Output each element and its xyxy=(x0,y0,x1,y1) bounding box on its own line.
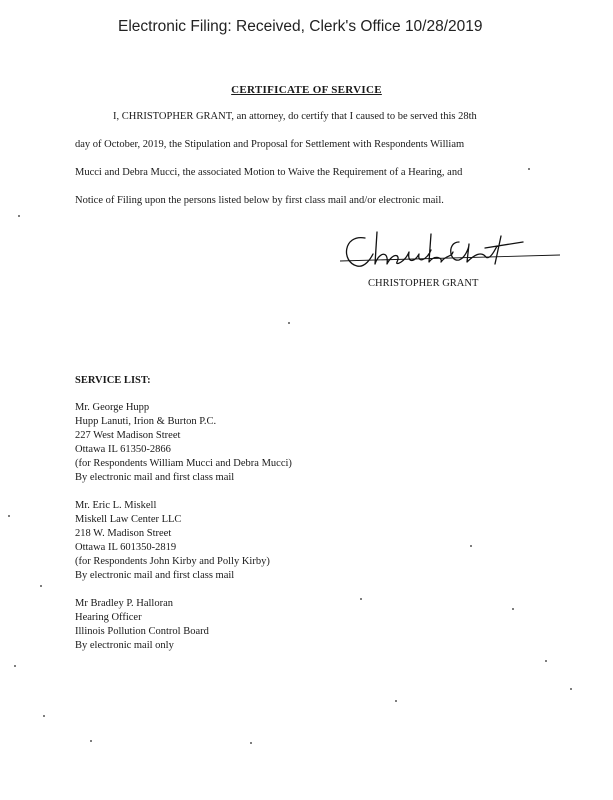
recipient-line: By electronic mail and first class mail xyxy=(75,570,235,581)
filing-stamp-header: Electronic Filing: Received, Clerk's Office 10/28/2019 xyxy=(118,18,483,35)
scan-speck xyxy=(43,715,45,717)
scan-speck xyxy=(360,598,362,600)
scan-speck xyxy=(470,545,472,547)
certificate-line-4: Notice of Filing upon the persons listed below by first class mail and/or electronic mail. xyxy=(75,195,444,206)
scan-speck xyxy=(8,515,10,517)
recipient-line: Ottawa IL 61350-2866 xyxy=(75,444,171,455)
certificate-line-2: day of October, 2019, the Stipulation and Proposal for Settlement with Respondents William xyxy=(75,139,465,150)
recipient-line: Mr. George Hupp xyxy=(75,402,150,413)
scan-speck xyxy=(528,168,530,170)
recipient-line: 218 W. Madison Street xyxy=(75,528,172,539)
recipient-line: Hupp Lanuti, Irion & Burton P.C. xyxy=(75,416,217,427)
scan-speck xyxy=(288,322,290,324)
scan-speck xyxy=(90,740,92,742)
certificate-line-1: I, CHRISTOPHER GRANT, an attorney, do certify that I caused to be served this 28th xyxy=(113,111,477,122)
recipient-line: By electronic mail and first class mail xyxy=(75,472,235,483)
scan-speck xyxy=(14,665,16,667)
scan-speck xyxy=(250,742,252,744)
scan-speck xyxy=(570,688,572,690)
certificate-title: CERTIFICATE OF SERVICE xyxy=(231,84,382,96)
scan-speck xyxy=(545,660,547,662)
recipient-line: Mr Bradley P. Halloran xyxy=(75,598,173,609)
recipient-line: Miskell Law Center LLC xyxy=(75,514,182,525)
certificate-line-3: Mucci and Debra Mucci, the associated Motion to Waive the Requirement of a Hearing, and xyxy=(75,167,463,178)
recipient-line: (for Respondents William Mucci and Debra Mucci) xyxy=(75,458,292,469)
recipient-line: (for Respondents John Kirby and Polly Kirby) xyxy=(75,556,270,567)
scan-speck xyxy=(512,608,514,610)
recipient-line: By electronic mail only xyxy=(75,640,174,651)
recipient-block-hupp xyxy=(75,401,292,485)
scan-speck xyxy=(40,585,42,587)
service-list-heading: SERVICE LIST: xyxy=(75,375,151,386)
signatory-name: CHRISTOPHER GRANT xyxy=(368,278,479,289)
recipient-block-miskell xyxy=(75,499,270,583)
handwritten-signature xyxy=(335,228,565,278)
scan-speck xyxy=(18,215,20,217)
recipient-block-halloran xyxy=(75,597,209,653)
recipient-line: Hearing Officer xyxy=(75,612,142,623)
recipient-line: Ottawa IL 601350-2819 xyxy=(75,542,177,553)
recipient-line: 227 West Madison Street xyxy=(75,430,181,441)
scan-speck xyxy=(395,700,397,702)
recipient-line: Illinois Pollution Control Board xyxy=(75,626,209,637)
recipient-line: Mr. Eric L. Miskell xyxy=(75,500,157,511)
